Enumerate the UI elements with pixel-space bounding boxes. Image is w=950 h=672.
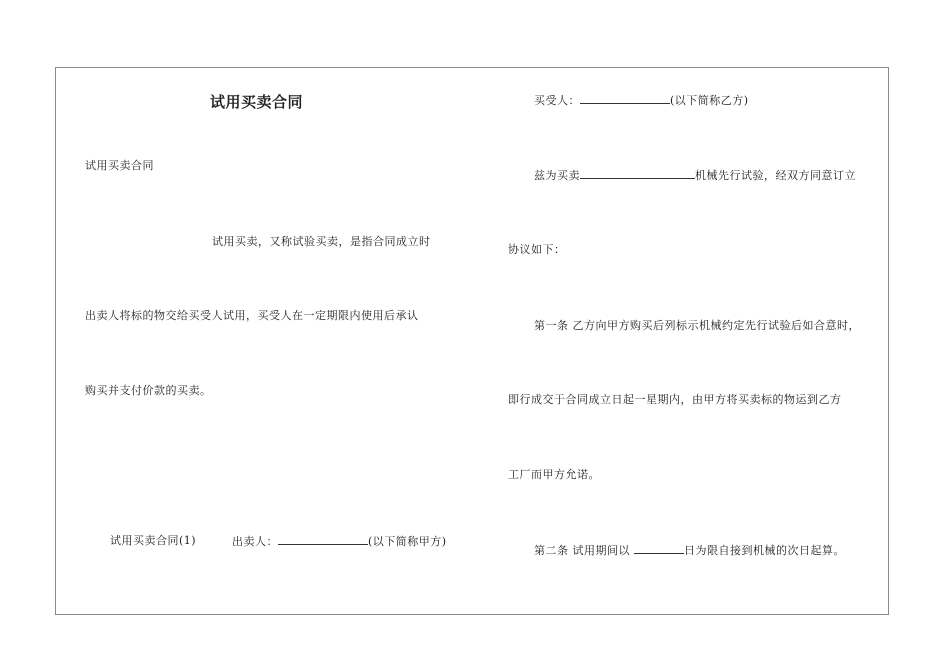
machine-name-blank: [580, 168, 695, 179]
intro-line: [534, 168, 856, 183]
contract-number-label: 试用买卖合同(1): [110, 534, 197, 547]
intro-text-cont: 机械先行试验，经双方同意订立: [695, 169, 856, 182]
article-2-text: 第二条 试用期间以: [534, 544, 630, 557]
seller-line: [232, 534, 447, 549]
article-2-line: [534, 543, 845, 558]
seller-suffix: (以下简称甲方): [368, 535, 447, 548]
article-1-line: 第一条 乙方向甲方购买后列标示机械约定先行试验后如合意时，: [534, 319, 860, 332]
buyer-line: [534, 93, 749, 108]
paragraph-line: 出卖人将标的物交给买受人试用，买受人在一定期限内使用后承认: [85, 309, 419, 322]
article-2-text-cont: 日为限自接到机械的次日起算。: [684, 544, 845, 557]
trial-days-blank: [634, 543, 684, 554]
document-subtitle: 试用买卖合同: [85, 159, 154, 172]
article-1-line: 工厂而甲方允诺。: [508, 468, 600, 481]
buyer-suffix: (以下简称乙方): [670, 94, 749, 107]
document-frame: [55, 67, 889, 615]
article-1-line: 即行成交于合同成立日起一星期内，由甲方将买卖标的物运到乙方: [508, 393, 842, 406]
paragraph-line: 购买并支付价款的买卖。: [85, 384, 212, 397]
paragraph-line: 试用买卖，又称试验买卖，是指合同成立时: [212, 235, 431, 248]
buyer-label: 买受人：: [534, 94, 580, 107]
document-heading: 试用买卖合同: [210, 93, 304, 111]
buyer-name-blank: [580, 93, 670, 104]
intro-line-end: 协议如下：: [508, 243, 566, 256]
seller-label: 出卖人：: [232, 535, 278, 548]
intro-text: 兹为买卖: [534, 169, 580, 182]
seller-name-blank: [278, 534, 368, 545]
